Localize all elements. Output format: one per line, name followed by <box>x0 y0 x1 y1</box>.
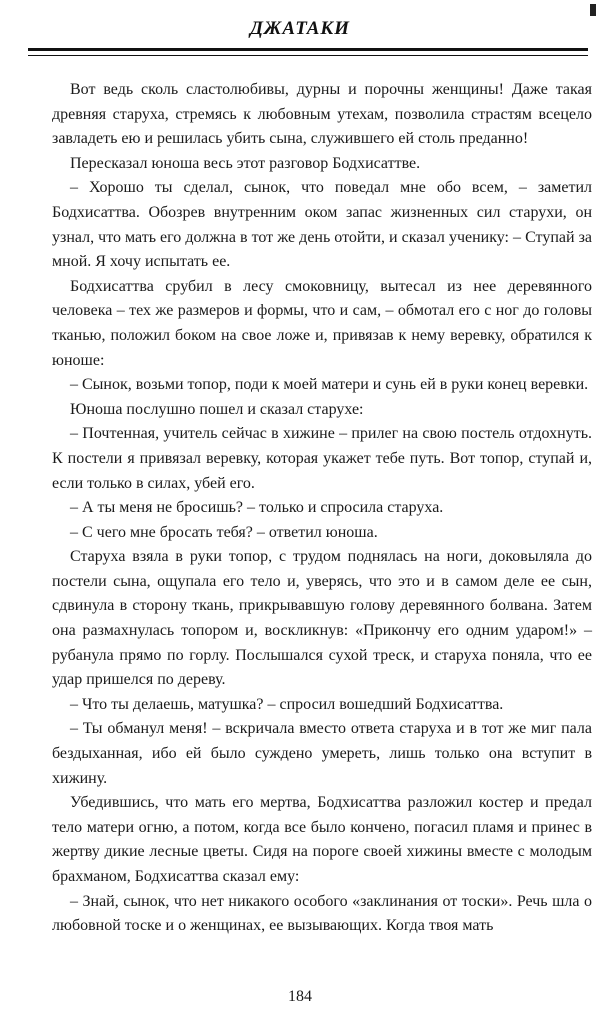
paragraph: – Почтенная, учитель сейчас в хижине – прилег на свою постель отдохнуть. К постели я привязал веревку, которая укажет тебе путь. Вот топор, ступай и, если только в силах, убей его. <box>52 425 592 492</box>
paragraph: – Хорошо ты сделал, сынок, что поведал мне обо всем, – заметил Бодхисаттва. Обозрев внутренним оком запас жизненных сил старухи, он узнал, что мать его должна в тот же день отойти, и сказал ученику: – Ступай за мной. Я хочу испытать ее. <box>52 179 592 271</box>
header-rule-thin <box>28 55 588 56</box>
paragraph: Убедившись, что мать его мертва, Бодхисаттва разложил костер и предал тело матери огню, а потом, когда все было кончено, погасил пламя и принес в жертву дикие лесные цветы. Сидя на пороге своей хижины вместе с молодым брахманом, Бодхисаттва сказал ему: <box>52 794 592 885</box>
running-header: ДЖАТАКИ <box>249 18 351 39</box>
body-text <box>52 78 592 939</box>
paragraph: – Сынок, возьми топор, поди к моей матери и сунь ей в руки конец веревки. <box>70 376 589 394</box>
paragraph: Пересказал юноша весь этот разговор Бодхисаттве. <box>70 154 421 172</box>
paragraph: – Знай, сынок, что нет никакого особого «заклинания от тоски». Речь шла о любовной тоске и о женщинах, ее вызывающих. Когда твоя мать <box>52 892 592 935</box>
paragraph: – Ты обманул меня! – вскричала вместо ответа старуха и в тот же миг пала бездыханная, ибо ей было суждено умереть, лишь только она вступит в хижину. <box>52 720 592 787</box>
page-number: 184 <box>288 988 312 1005</box>
paragraph: Вот ведь сколь сластолюбивы, дурны и порочны женщины! Даже такая древняя старуха, стремясь к любовным утехам, позволила страстям всецело завладеть ею и решилась убить сына, служившего ей столь преданно! <box>52 81 592 148</box>
paragraph: – А ты меня не бросишь? – только и спросила старуха. <box>70 499 444 517</box>
paragraph: Бодхисаттва срубил в лесу смоковницу, вытесал из нее деревянного человека – тех же размеров и формы, что и сам, – обмотал его с ног до головы тканью, положил боком на свое ложе и, привязав к нему веревку, обратился к юноше: <box>52 277 592 369</box>
header-rule-thick <box>28 48 588 51</box>
paragraph: – Что ты делаешь, матушка? – спросил вошедший Бодхисаттва. <box>70 695 504 713</box>
paragraph: – С чего мне бросать тебя? – ответил юноша. <box>70 523 378 541</box>
paragraph: Старуха взяла в руки топор, с трудом поднялась на ноги, доковыляла до постели сына, ощупала его тело и, уверясь, что это и в самом деле ее сын, сдвинула в сторону ткань, прикрывавшую голову деревянного болвана. Затем она размахнулась топором и, воскликнув: «Прикончу его одним ударом!» – рубанула прямо по горлу. Послышался сухой треск, и старуха поняла, что ее удар пришелся по дереву. <box>52 548 592 689</box>
scan-corner-mark <box>590 4 596 16</box>
paragraph: Юноша послушно пошел и сказал старухе: <box>70 400 364 418</box>
